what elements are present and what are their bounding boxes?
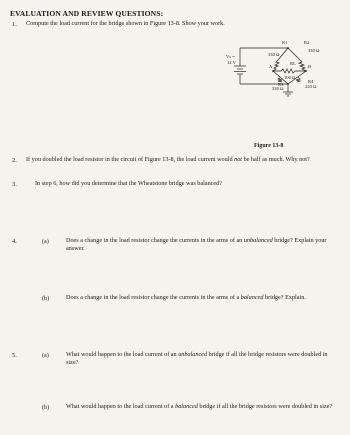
question-5b-label: (b) xyxy=(42,404,50,411)
question-5-number: 5. xyxy=(12,352,17,359)
r1-value: 330 Ω xyxy=(268,52,280,57)
r1-zigzag xyxy=(273,60,279,71)
question-5a-label: (a) xyxy=(42,352,49,359)
question-4a-text: Does a change in the load resistor change the currents in the arms of an unbalanced bridge? Explain your answer. xyxy=(66,237,327,252)
r2-label: R2 xyxy=(304,40,310,45)
section-heading: EVALUATION AND REVIEW QUESTIONS: xyxy=(10,9,164,18)
question-2-number: 2. xyxy=(12,157,17,164)
r2-lead-top xyxy=(288,48,300,60)
question-4b-label: (b) xyxy=(42,295,50,302)
question-4a-label: (a) xyxy=(42,238,49,245)
r4-value: 220 Ω xyxy=(305,84,317,89)
question-5a-text: What would happen to the load current of an unbalanced bridge if all the bridge resistors were doubled in size? xyxy=(66,351,328,366)
question-4b-text: Does a change in the load resistor change the currents in the arms of a balanced bridge? Explain. xyxy=(66,294,306,301)
r3-value: 330 Ω xyxy=(272,86,284,91)
question-3-text: In step 6, how did you determine that the Wheatstone bridge was balanced? xyxy=(35,180,222,187)
question-3-number: 3. xyxy=(12,181,17,188)
r2-value: 330 Ω xyxy=(308,48,320,53)
bridge-circuit-figure xyxy=(228,40,343,140)
r2-zigzag xyxy=(299,60,306,71)
r4-label: R4 xyxy=(308,79,314,84)
question-5b-text: What would happen to the load current of a balanced bridge if all the bridge resistors were doubled in size? xyxy=(66,403,333,410)
r1-lead-top xyxy=(278,48,288,60)
vs-value: 12 V xyxy=(227,60,236,65)
node-a-label: A xyxy=(269,64,273,69)
rl-value: 100 Ω xyxy=(284,75,296,80)
rl-label: RL xyxy=(290,61,296,66)
r1-label: R1 xyxy=(282,40,288,45)
rl-zigzag xyxy=(273,69,306,73)
question-1-number: 1. xyxy=(12,21,17,28)
question-4-number: 4. xyxy=(12,238,17,245)
figure-caption: Figure 13-8 xyxy=(254,143,284,149)
node-b-label: B xyxy=(308,64,312,69)
vs-label: Vs = xyxy=(226,54,235,59)
question-1-text: Compute the load current for the bridge shown in Figure 13-8. Show your work. xyxy=(26,20,225,27)
question-2-text: If you doubled the load resistor in the circuit of Figure 13-8, the load current would not be half as much. Why not? xyxy=(26,156,310,163)
r3-label: R3 xyxy=(278,82,284,87)
